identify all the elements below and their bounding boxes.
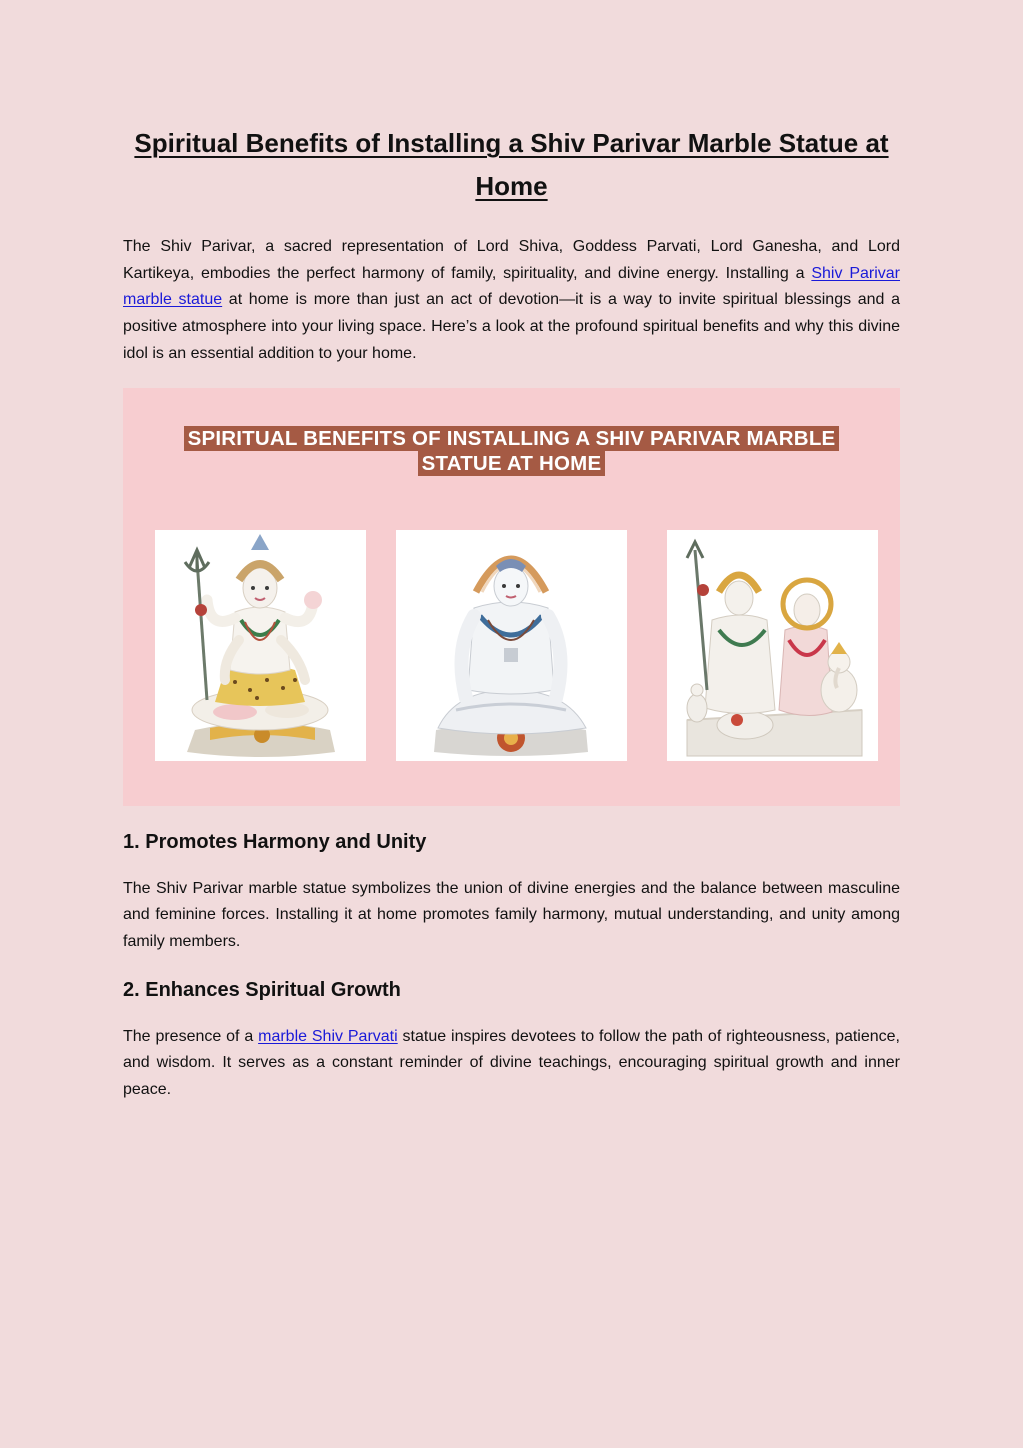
intro-text-after: at home is more than just an act of devotion—it is a way to invite spiritual blessings and a positive atmosphere into your living space. Here’s a look at the profound spiritual benefits and why this divine idol is an essential addition to your home. [123, 291, 901, 362]
statue-image-2 [396, 530, 627, 761]
statue-image-3 [667, 530, 878, 761]
banner-heading [123, 426, 900, 476]
shiva-seated-statue-icon [155, 530, 366, 761]
intro-text-before: The Shiv Parivar, a sacred representation of Lord Shiva, Goddess Parvati, Lord Ganesha, and Lord Kartikeya, embodies the perfect harmony of family, spirituality, and divine energy. Installing a [123, 238, 900, 282]
page-title [123, 122, 900, 208]
shiv-parivar-statue-icon [667, 530, 878, 761]
section-2-text-before: The presence of a [123, 1027, 259, 1045]
statue-image-1 [155, 530, 366, 761]
document-page [123, 122, 900, 1104]
section-2-heading: 2. Enhances Spiritual Growth [123, 978, 401, 1001]
intro-paragraph [123, 234, 900, 368]
shiva-meditating-statue-icon [396, 530, 627, 761]
banner-heading-line2: STATUE AT HOME [418, 451, 606, 476]
title-text: Spiritual Benefits of Installing a Shiv Parivar Marble Statue at Home [134, 128, 889, 201]
banner-image [123, 388, 900, 806]
banner-heading-line1: SPIRITUAL BENEFITS OF INSTALLING A SHIV PARIVAR MARBLE [184, 426, 840, 451]
section-2-paragraph [123, 1024, 900, 1104]
section-2-text-after: statue inspires devotees to follow the path of righteousness, patience, and wisdom. It serves as a constant reminder of divine teachings, encouraging spiritual growth and inner peace. [123, 1027, 901, 1099]
section-1-heading: 1. Promotes Harmony and Unity [123, 830, 427, 853]
section-1-paragraph: The Shiv Parivar marble statue symbolizes the union of divine energies and the balance between masculine and feminine forces. Installing it at home promotes family harmony, mutual understanding, and unity among family members. [123, 879, 900, 950]
shiv-parivar-statue-link[interactable]: Shiv Parivar marble statue [123, 264, 901, 309]
marble-shiv-parvati-link[interactable]: marble Shiv Parvati [258, 1027, 398, 1045]
